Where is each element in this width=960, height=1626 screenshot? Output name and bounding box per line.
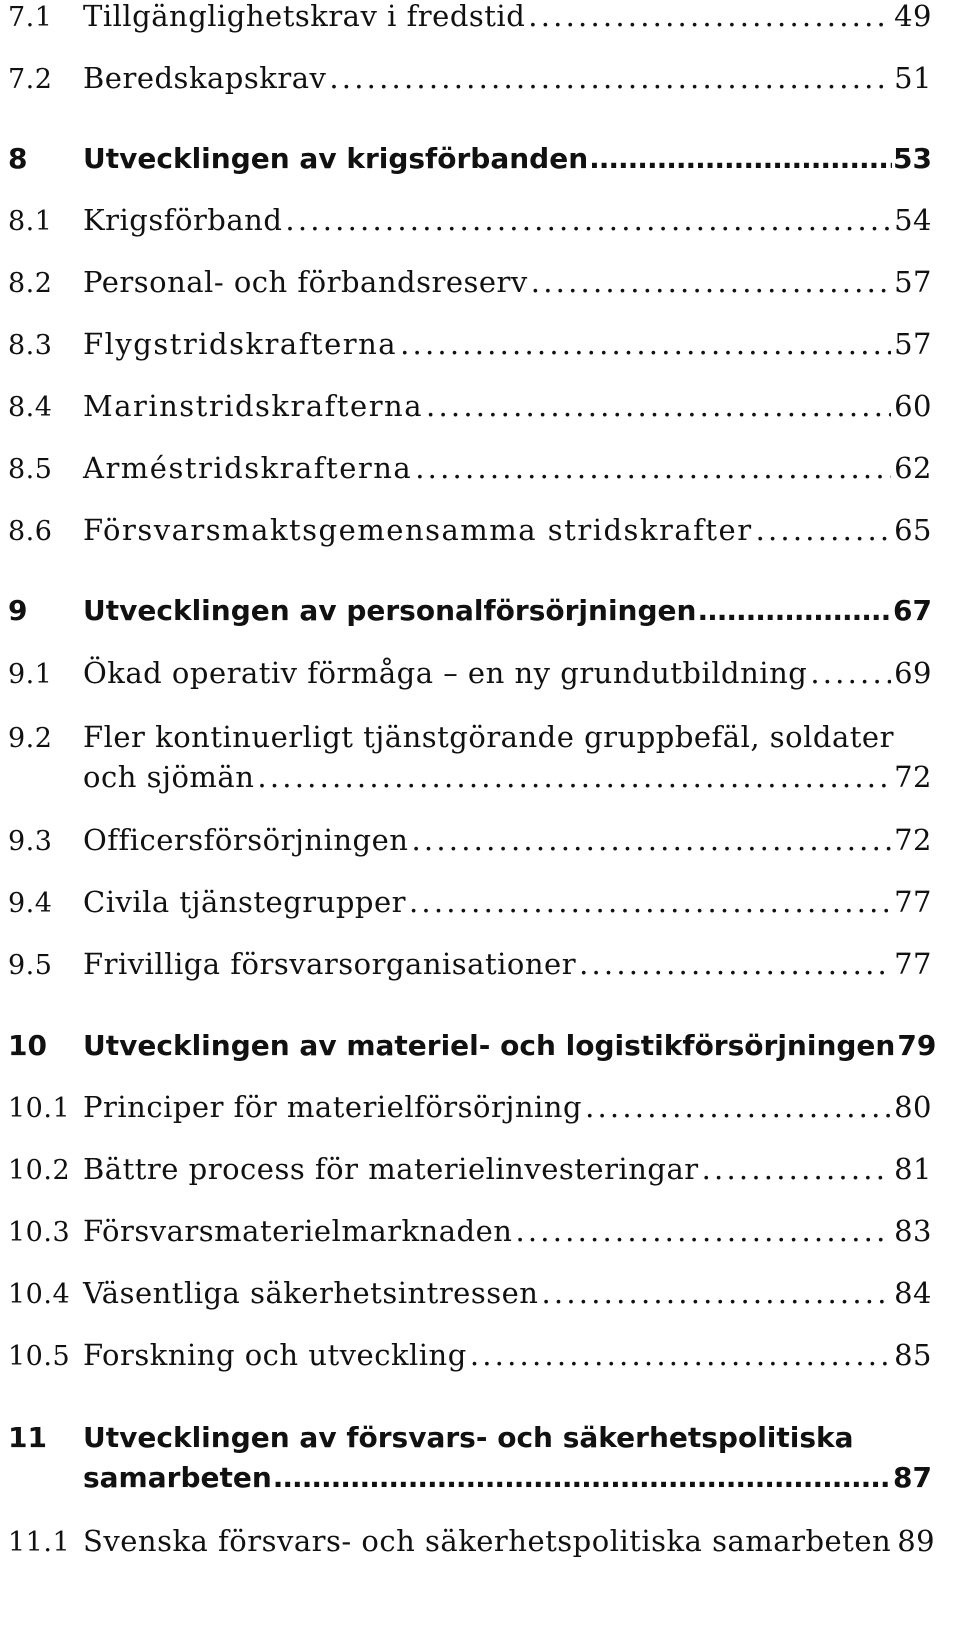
toc-entry[interactable] [8, 1211, 932, 1251]
dot-leader [515, 1211, 891, 1251]
section-number: 11.1 [8, 1527, 71, 1558]
page-number: 67 [893, 594, 932, 627]
toc-entry[interactable] [8, 1087, 932, 1127]
page-number: 69 [894, 656, 932, 690]
toc-entry[interactable] [8, 0, 932, 36]
chapter-number: 9 [8, 594, 28, 627]
section-number: 10.2 [8, 1155, 71, 1186]
section-number: 9.1 [8, 659, 53, 690]
page-number: 83 [894, 1214, 932, 1248]
dot-leader [756, 510, 892, 550]
section-title: Personal- och förbandsreserv [83, 265, 528, 299]
section-title: Försvarsmaktsgemensamma stridskrafter [83, 513, 753, 547]
section-title: Arméstridskrafterna [83, 451, 413, 485]
dot-leader [585, 1087, 891, 1127]
toc-entry[interactable] [8, 717, 932, 797]
section-title: Forskning och utveckling [83, 1338, 467, 1372]
chapter-title-line1: Utvecklingen av försvars- och säkerhetspolitiska [83, 1421, 854, 1454]
section-title: Principer för materielförsörjning [83, 1090, 583, 1124]
page-number: 53 [893, 142, 932, 175]
dot-leader [541, 1273, 891, 1313]
toc-entry[interactable] [8, 1273, 932, 1313]
section-number: 8.1 [8, 206, 53, 237]
page-number: 72 [894, 760, 932, 794]
chapter-title: Utvecklingen av krigsförbanden [83, 142, 589, 175]
dot-leader [579, 944, 891, 984]
section-number: 7.1 [8, 2, 53, 33]
page-number: 57 [894, 265, 932, 299]
page-number: 79 [897, 1029, 937, 1062]
page-number: 80 [894, 1090, 932, 1124]
section-title: Officersförsörjningen [83, 823, 409, 857]
dot-leader [697, 591, 892, 631]
section-number: 9.3 [8, 826, 53, 857]
dot-leader [285, 200, 891, 240]
section-number: 9.4 [8, 888, 53, 919]
chapter-number: 11 [8, 1421, 47, 1454]
chapter-title: Utvecklingen av materiel- och logistikförsörjningen [83, 1029, 896, 1062]
page-number: 49 [894, 0, 932, 33]
page-number: 81 [894, 1152, 932, 1186]
toc-entry[interactable] [8, 324, 932, 364]
page-number: 62 [894, 451, 932, 485]
section-number: 7.2 [8, 64, 53, 95]
section-number: 9.5 [8, 950, 53, 981]
section-title: Väsentliga säkerhetsintressen [83, 1276, 539, 1310]
chapter-number: 10 [8, 1029, 47, 1062]
dot-leader [531, 262, 891, 302]
section-title: Beredskapskrav [83, 61, 327, 95]
page-number: 89 [897, 1524, 936, 1558]
toc-entry[interactable] [8, 1335, 932, 1375]
toc-entry[interactable] [8, 944, 932, 984]
page-number: 65 [894, 513, 932, 547]
toc-chapter[interactable] [8, 1026, 937, 1066]
toc-chapter[interactable] [8, 139, 932, 179]
chapter-number: 8 [8, 142, 28, 175]
dot-leader [411, 820, 891, 860]
toc-chapter[interactable] [8, 1418, 932, 1498]
section-title: Försvarsmaterielmarknaden [83, 1214, 513, 1248]
page-number: 72 [894, 823, 932, 857]
section-title: Bättre process för materielinvesteringar [83, 1152, 699, 1186]
section-title: Marinstridskrafterna [83, 389, 424, 423]
section-number: 9.2 [8, 723, 53, 754]
section-number: 8.4 [8, 392, 53, 423]
toc-entry[interactable] [8, 653, 932, 693]
dot-leader [702, 1149, 891, 1189]
section-title: Civila tjänstegrupper [83, 885, 406, 919]
toc-entry[interactable] [8, 510, 932, 550]
section-title: Svenska försvars- och säkerhetspolitiska samarbeten [83, 1524, 892, 1558]
section-number: 8.2 [8, 268, 53, 299]
section-title: Ökad operativ förmåga – en ny grundutbildning [83, 656, 808, 690]
section-title: Flygstridskrafterna [83, 327, 398, 361]
toc-entry[interactable] [8, 1149, 932, 1189]
toc-entry[interactable] [8, 58, 932, 98]
dot-leader [329, 58, 891, 98]
toc-entry[interactable] [8, 262, 932, 302]
page-number: 87 [893, 1461, 932, 1494]
section-number: 10.3 [8, 1217, 71, 1248]
page-number: 77 [894, 885, 932, 919]
dot-leader [273, 1458, 892, 1498]
dot-leader [257, 757, 891, 797]
chapter-title: Utvecklingen av personalförsörjningen [83, 594, 697, 627]
toc-entry[interactable] [8, 448, 932, 488]
section-number: 8.5 [8, 454, 53, 485]
dot-leader [589, 139, 892, 179]
toc-chapter[interactable] [8, 591, 932, 631]
section-title: Frivilliga försvarsorganisationer [83, 947, 577, 981]
section-number: 8.6 [8, 516, 53, 547]
page-number: 77 [894, 947, 932, 981]
page-number: 60 [894, 389, 932, 423]
dot-leader [426, 386, 891, 426]
dot-leader [400, 324, 891, 364]
page-number: 54 [894, 203, 932, 237]
section-title-line1: Fler kontinuerligt tjänstgörande gruppbefäl, soldater [83, 720, 894, 754]
page-number: 51 [894, 61, 932, 95]
section-number: 8.3 [8, 330, 53, 361]
page-number: 84 [894, 1276, 932, 1310]
toc-entry[interactable] [8, 386, 932, 426]
toc-entry[interactable] [8, 1521, 936, 1561]
section-number: 10.4 [8, 1279, 71, 1310]
dot-leader [409, 882, 891, 922]
dot-leader [528, 0, 891, 36]
section-title: Krigsförband [83, 203, 283, 237]
toc-entry[interactable] [8, 882, 932, 922]
section-number: 10.1 [8, 1093, 71, 1124]
section-title: Tillgänglighetskrav i fredstid [83, 0, 526, 33]
toc-entry[interactable] [8, 820, 932, 860]
page-number: 85 [894, 1338, 932, 1372]
chapter-title-line2: samarbeten [83, 1461, 272, 1494]
dot-leader [415, 448, 891, 488]
section-title-line2: och sjömän [83, 760, 255, 794]
dot-leader [470, 1335, 891, 1375]
dot-leader [810, 653, 891, 693]
page-number: 57 [894, 327, 932, 361]
toc-entry[interactable] [8, 200, 932, 240]
section-number: 10.5 [8, 1341, 71, 1372]
